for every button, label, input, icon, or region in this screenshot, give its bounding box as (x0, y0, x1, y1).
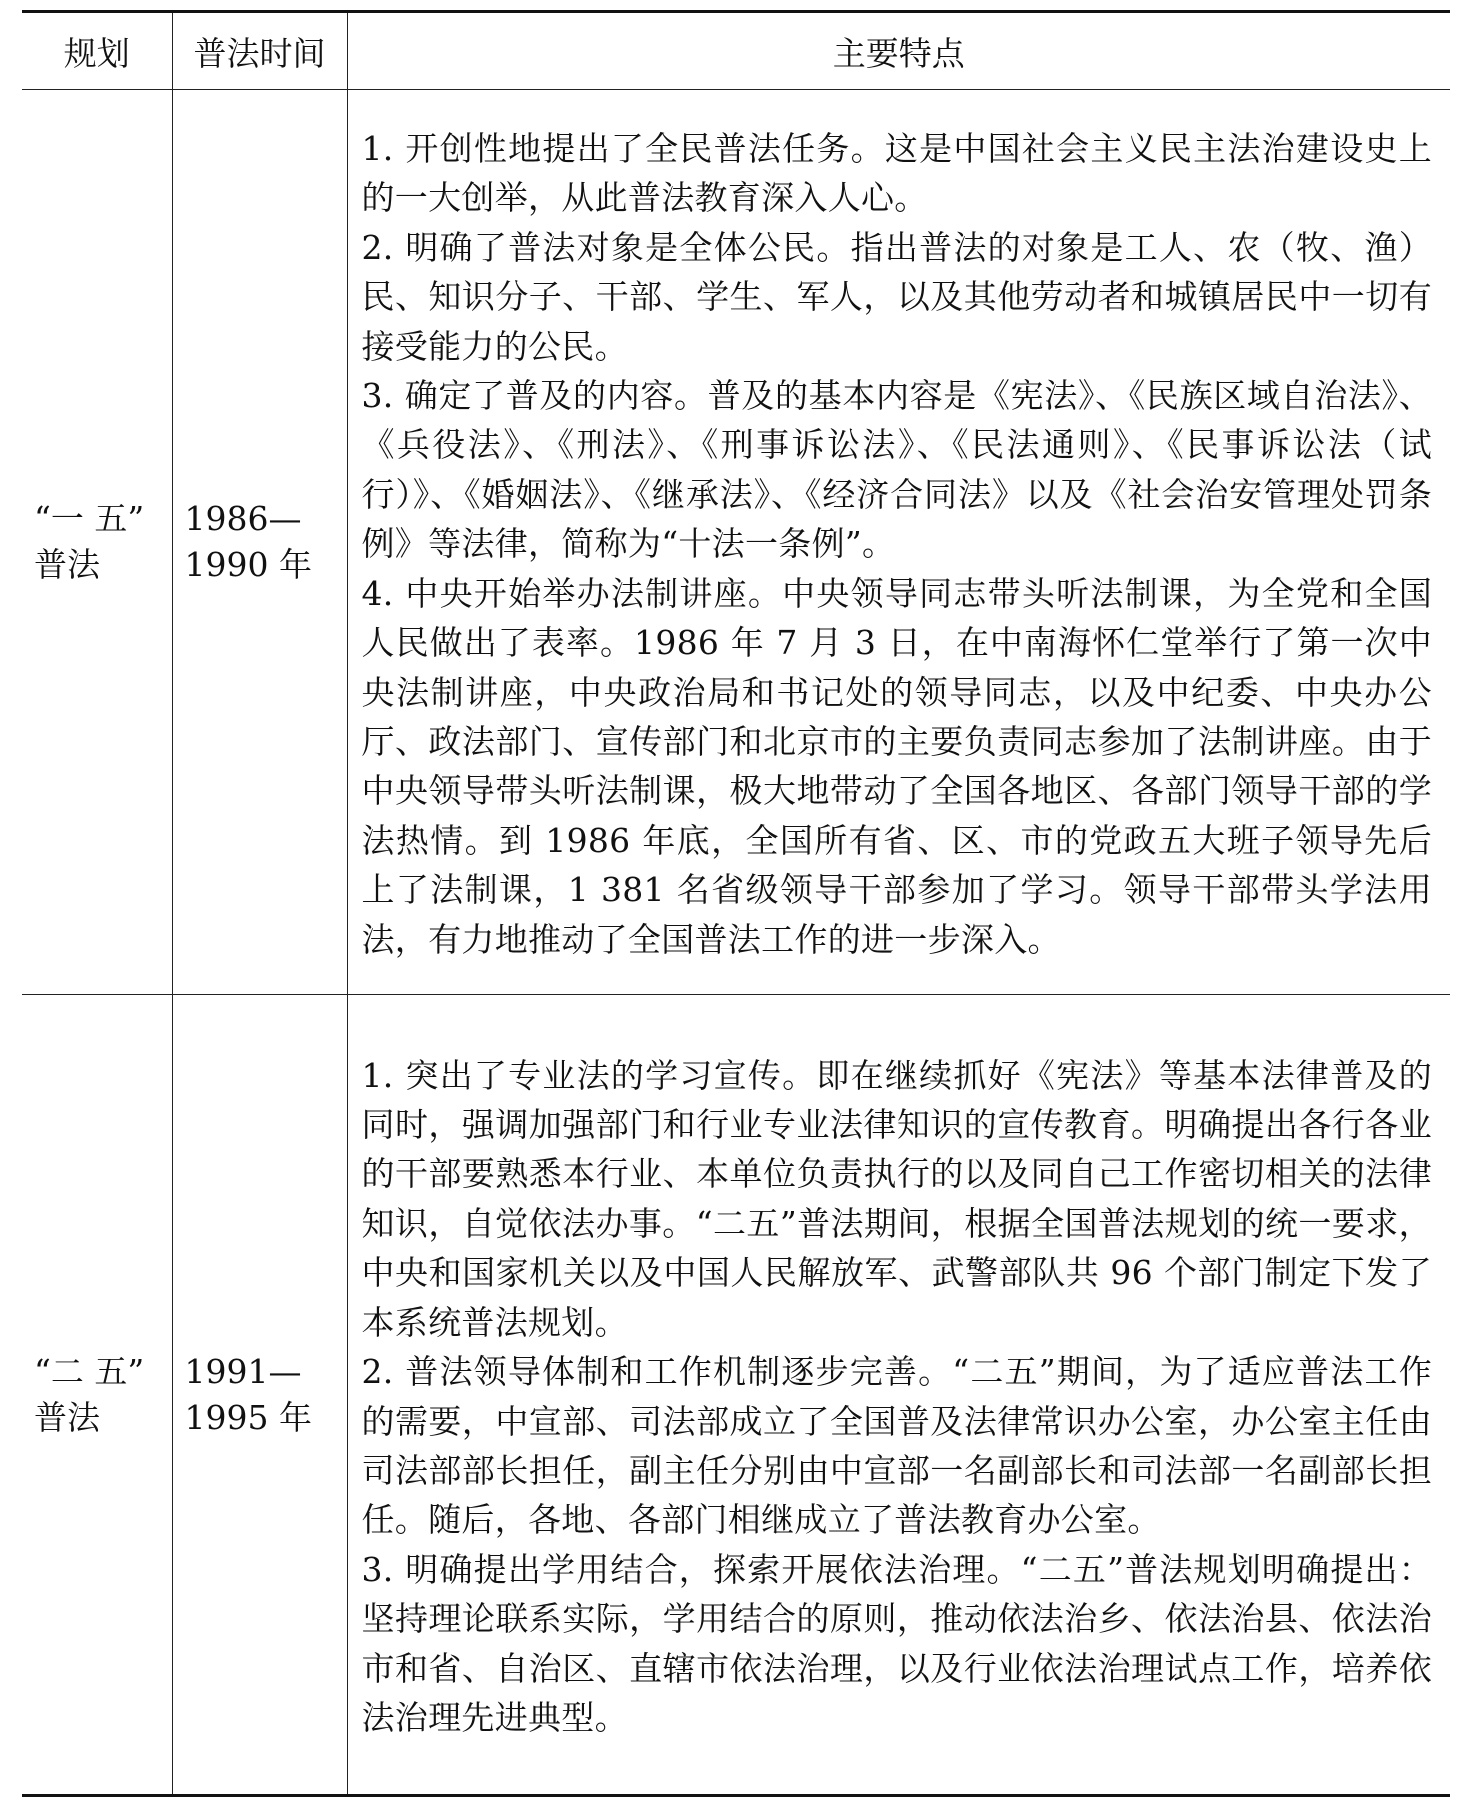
table-row (22, 90, 1450, 995)
time-end: 1990 年 (184, 545, 312, 584)
features-cell (347, 90, 1450, 995)
plan-name: “二 五” (34, 1351, 145, 1391)
time-start: 1991— (184, 1351, 302, 1391)
header-features: 主要特点 (347, 12, 1450, 90)
header-time: 普法时间 (172, 12, 347, 90)
feature-item: 2. 明确了普法对象是全体公民。指出普法的对象是工人、农（牧、渔）民、知识分子、干部、学生、军人，以及其他劳动者和城镇居民中一切有接受能力的公民。 (361, 227, 1432, 366)
law-popularization-table (22, 10, 1450, 1797)
feature-item: 3. 确定了普及的内容。普及的基本内容是《宪法》、《民族区域自治法》、《兵役法》、《刑法》、《刑事诉讼法》、《民法通则》、《民事诉讼法（试行）》、《婚姻法》、《继承法》、《经济合同法》以及《社会治安管理处罚条例》等法律，简称为“十法一条例”。 (361, 376, 1432, 564)
plan-name-suffix: 普法 (34, 1397, 100, 1437)
features-cell (347, 995, 1450, 1796)
time-start: 1986— (184, 499, 302, 538)
plan-cell (22, 90, 172, 995)
table-header-row (22, 12, 1450, 90)
plan-name: “一 五” (34, 499, 145, 538)
feature-item: 3. 明确提出学用结合，探索开展依法治理。“二五”普法规划明确提出：坚持理论联系实际，学用结合的原则，推动依法治乡、依法治县、依法治市和省、自治区、直辖市依法治理，以及行业依法治理试点工作，培养依法治理先进典型。 (361, 1549, 1432, 1737)
time-cell (172, 995, 347, 1796)
header-plan: 规划 (22, 12, 172, 90)
time-cell (172, 90, 347, 995)
feature-item: 1. 开创性地提出了全民普法任务。这是中国社会主义民主法治建设史上的一大创举，从此普法教育深入人心。 (361, 129, 1432, 218)
feature-item: 1. 突出了专业法的学习宣传。即在继续抓好《宪法》等基本法律普及的同时，强调加强部门和行业专业法律知识的宣传教育。明确提出各行各业的干部要熟悉本行业、本单位负责执行的以及同自己工作密切相关的法律知识，自觉依法办事。“二五”普法期间，根据全国普法规划的统一要求，中央和国家机关以及中国人民解放军、武警部队共 96 个部门制定下发了本系统普法规划。 (361, 1055, 1432, 1342)
feature-item: 4. 中央开始举办法制讲座。中央领导同志带头听法制课，为全党和全国人民做出了表率。1986 年 7 月 3 日，在中南海怀仁堂举行了第一次中央法制讲座，中央政治局和书记处的领导同志，以及中纪委、中央办公厅、政法部门、宣传部门和北京市的主要负责同志参加了法制讲座。由于中央领导带头听法制课，极大地带动了全国各地区、各部门领导干部的学法热情。到 1986 年底，全国所有省、区、市的党政五大班子领导先后上了法制课，1 381 名省级领导干部参加了学习。领导干部带头学法用法，有力地推动了全国普法工作的进一步深入。 (361, 573, 1432, 959)
table-row (22, 995, 1450, 1796)
plan-name-suffix: 普法 (34, 545, 100, 584)
time-end: 1995 年 (184, 1397, 312, 1437)
feature-item: 2. 普法领导体制和工作机制逐步完善。“二五”期间，为了适应普法工作的需要，中宣部、司法部成立了全国普及法律常识办公室，办公室主任由司法部部长担任，副主任分别由中宣部一名副部长和司法部一名副部长担任。随后，各地、各部门相继成立了普法教育办公室。 (361, 1352, 1432, 1540)
plan-cell (22, 995, 172, 1796)
